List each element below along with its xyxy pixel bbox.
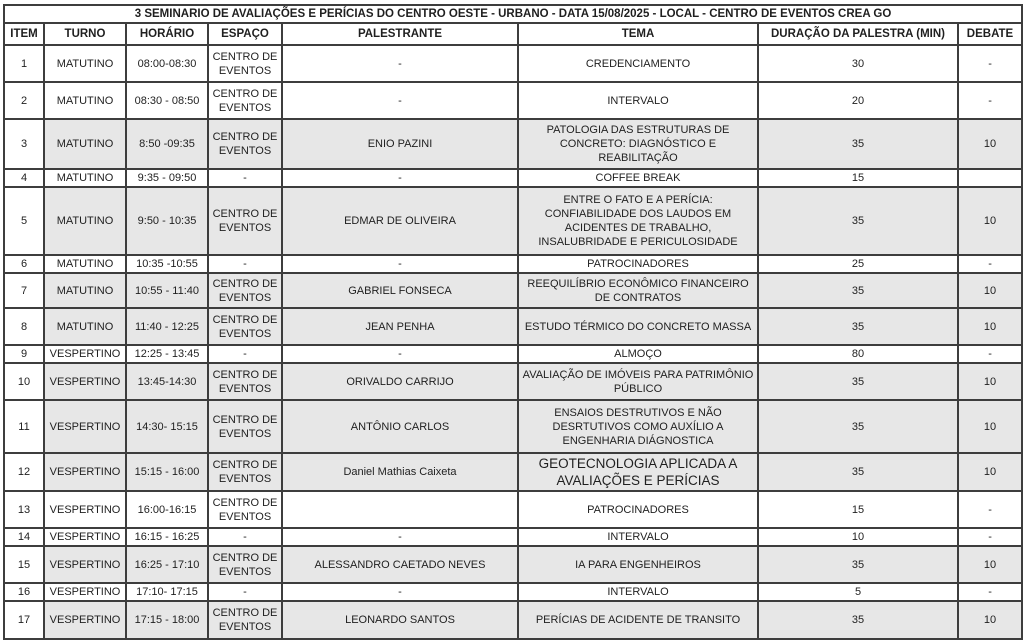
cell-palestrante: - [282,255,518,273]
cell-item: 7 [4,273,44,308]
cell-tema: INTERVALO [518,583,758,601]
cell-duracao: 35 [758,363,958,400]
cell-duracao: 5 [758,583,958,601]
cell-palestrante: - [282,45,518,82]
cell-tema: PATOLOGIA DAS ESTRUTURAS DE CONCRETO: DIAGNÓSTICO E REABILITAÇÃO [518,119,758,169]
cell-palestrante: - [282,82,518,119]
cell-horario: 12:25 - 13:45 [126,345,208,363]
cell-espaco: CENTRO DE EVENTOS [208,546,282,583]
cell-item: 14 [4,528,44,546]
cell-item: 4 [4,169,44,187]
table-row [4,345,1022,363]
cell-turno: MATUTINO [44,255,126,273]
cell-horario: 8:50 -09:35 [126,119,208,169]
cell-duracao: 35 [758,187,958,255]
column-header-tema: TEMA [518,23,758,45]
cell-espaco: CENTRO DE EVENTOS [208,363,282,400]
cell-horario: 15:15 - 16:00 [126,453,208,491]
cell-turno: VESPERTINO [44,491,126,528]
cell-espaco: CENTRO DE EVENTOS [208,45,282,82]
cell-turno: MATUTINO [44,187,126,255]
cell-espaco: CENTRO DE EVENTOS [208,82,282,119]
cell-tema: AVALIAÇÃO DE IMÓVEIS PARA PATRIMÔNIO PÚBLICO [518,363,758,400]
cell-palestrante: ALESSANDRO CAETADO NEVES [282,546,518,583]
cell-item: 9 [4,345,44,363]
column-header-palestrante: PALESTRANTE [282,23,518,45]
schedule-rows [4,45,1022,639]
cell-palestrante: EDMAR DE OLIVEIRA [282,187,518,255]
cell-debate: 10 [958,453,1022,491]
cell-debate: - [958,255,1022,273]
title-row [4,5,1022,23]
cell-item: 16 [4,583,44,601]
cell-debate: 10 [958,308,1022,345]
cell-horario: 08:00-08:30 [126,45,208,82]
cell-tema: GEOTECNOLOGIA APLICADA A AVALIAÇÕES E PERÍCIAS [518,453,758,491]
cell-tema: ENSAIOS DESTRUTIVOS E NÃO DESRTUTIVOS COMO AUXÍLIO A ENGENHARIA DIÁGNOSTICA [518,400,758,453]
cell-turno: VESPERTINO [44,400,126,453]
cell-turno: VESPERTINO [44,601,126,639]
cell-debate: - [958,491,1022,528]
cell-item: 6 [4,255,44,273]
cell-tema: PATROCINADORES [518,491,758,528]
cell-turno: MATUTINO [44,169,126,187]
cell-espaco: CENTRO DE EVENTOS [208,400,282,453]
cell-horario: 17:15 - 18:00 [126,601,208,639]
cell-duracao: 20 [758,82,958,119]
table-row [4,273,1022,308]
cell-duracao: 35 [758,308,958,345]
table-row [4,491,1022,528]
cell-horario: 9:35 - 09:50 [126,169,208,187]
cell-palestrante: GABRIEL FONSECA [282,273,518,308]
cell-debate: 10 [958,187,1022,255]
cell-debate: - [958,45,1022,82]
cell-item: 10 [4,363,44,400]
cell-turno: MATUTINO [44,119,126,169]
column-header-espaco: ESPAÇO [208,23,282,45]
cell-debate: 10 [958,119,1022,169]
cell-item: 17 [4,601,44,639]
cell-palestrante: ANTÔNIO CARLOS [282,400,518,453]
cell-espaco: - [208,583,282,601]
cell-duracao: 35 [758,119,958,169]
cell-debate: - [958,82,1022,119]
cell-tema: PERÍCIAS DE ACIDENTE DE TRANSITO [518,601,758,639]
cell-horario: 13:45-14:30 [126,363,208,400]
cell-item: 11 [4,400,44,453]
cell-espaco: CENTRO DE EVENTOS [208,308,282,345]
header-row [4,23,1022,45]
table-row [4,363,1022,400]
cell-tema: CREDENCIAMENTO [518,45,758,82]
cell-espaco: CENTRO DE EVENTOS [208,273,282,308]
cell-duracao: 35 [758,546,958,583]
cell-turno: VESPERTINO [44,453,126,491]
cell-palestrante: - [282,528,518,546]
column-header-turno: TURNO [44,23,126,45]
table-row [4,453,1022,491]
cell-espaco: CENTRO DE EVENTOS [208,453,282,491]
cell-debate: - [958,345,1022,363]
cell-turno: VESPERTINO [44,546,126,583]
cell-espaco: - [208,169,282,187]
table-row [4,528,1022,546]
table-row [4,187,1022,255]
cell-debate: 10 [958,273,1022,308]
cell-tema: COFFEE BREAK [518,169,758,187]
table-row [4,169,1022,187]
cell-debate [958,169,1022,187]
cell-horario: 14:30- 15:15 [126,400,208,453]
cell-horario: 16:25 - 17:10 [126,546,208,583]
cell-horario: 16:15 - 16:25 [126,528,208,546]
table-row [4,601,1022,639]
column-header-item: ITEM [4,23,44,45]
cell-duracao: 35 [758,273,958,308]
table-row [4,45,1022,82]
cell-turno: VESPERTINO [44,345,126,363]
column-header-horario: HORÁRIO [126,23,208,45]
page-title: 3 SEMINARIO DE AVALIAÇÕES E PERÍCIAS DO CENTRO OESTE - URBANO - DATA 15/08/2025 - LOCAL - CENTRO DE EVENTOS CREA GO [4,5,1022,23]
cell-duracao: 35 [758,601,958,639]
cell-horario: 11:40 - 12:25 [126,308,208,345]
cell-tema: INTERVALO [518,528,758,546]
cell-item: 12 [4,453,44,491]
cell-item: 5 [4,187,44,255]
cell-palestrante: LEONARDO SANTOS [282,601,518,639]
schedule-table [3,4,1023,640]
cell-horario: 10:35 -10:55 [126,255,208,273]
cell-espaco: CENTRO DE EVENTOS [208,119,282,169]
cell-espaco: CENTRO DE EVENTOS [208,601,282,639]
table-row [4,119,1022,169]
table-row [4,82,1022,119]
cell-item: 15 [4,546,44,583]
cell-debate: - [958,528,1022,546]
cell-debate: 10 [958,601,1022,639]
table-row [4,308,1022,345]
cell-duracao: 15 [758,491,958,528]
cell-tema: PATROCINADORES [518,255,758,273]
cell-tema: REEQUILÍBRIO ECONÔMICO FINANCEIRO DE CONTRATOS [518,273,758,308]
cell-horario: 10:55 - 11:40 [126,273,208,308]
cell-duracao: 30 [758,45,958,82]
cell-duracao: 25 [758,255,958,273]
cell-turno: VESPERTINO [44,583,126,601]
cell-horario: 17:10- 17:15 [126,583,208,601]
cell-duracao: 15 [758,169,958,187]
cell-duracao: 10 [758,528,958,546]
cell-palestrante: - [282,345,518,363]
cell-palestrante: JEAN PENHA [282,308,518,345]
cell-turno: MATUTINO [44,82,126,119]
cell-espaco: - [208,255,282,273]
cell-item: 8 [4,308,44,345]
cell-duracao: 35 [758,400,958,453]
cell-duracao: 35 [758,453,958,491]
cell-tema: IA PARA ENGENHEIROS [518,546,758,583]
table-row [4,400,1022,453]
column-header-duracao: DURAÇÃO DA PALESTRA (MIN) [758,23,958,45]
cell-tema: ESTUDO TÉRMICO DO CONCRETO MASSA [518,308,758,345]
cell-horario: 9:50 - 10:35 [126,187,208,255]
cell-tema: INTERVALO [518,82,758,119]
cell-turno: VESPERTINO [44,528,126,546]
cell-tema: ENTRE O FATO E A PERÍCIA: CONFIABILIDADE DOS LAUDOS EM ACIDENTES DE TRABALHO, INSALUBRIDADE E PERICULOSIDADE [518,187,758,255]
cell-palestrante [282,491,518,528]
cell-debate: 10 [958,363,1022,400]
cell-espaco: - [208,528,282,546]
table-row [4,583,1022,601]
cell-turno: MATUTINO [44,308,126,345]
cell-palestrante: - [282,583,518,601]
cell-espaco: CENTRO DE EVENTOS [208,491,282,528]
cell-item: 1 [4,45,44,82]
column-header-debate: DEBATE [958,23,1022,45]
cell-debate: 10 [958,546,1022,583]
cell-palestrante: ENIO PAZINI [282,119,518,169]
table-row [4,546,1022,583]
cell-duracao: 80 [758,345,958,363]
cell-item: 2 [4,82,44,119]
cell-palestrante: ORIVALDO CARRIJO [282,363,518,400]
cell-debate: - [958,583,1022,601]
cell-horario: 08:30 - 08:50 [126,82,208,119]
cell-item: 3 [4,119,44,169]
cell-espaco: - [208,345,282,363]
cell-turno: VESPERTINO [44,363,126,400]
cell-palestrante: - [282,169,518,187]
cell-palestrante: Daniel Mathias Caixeta [282,453,518,491]
cell-turno: MATUTINO [44,273,126,308]
cell-espaco: CENTRO DE EVENTOS [208,187,282,255]
table-row [4,255,1022,273]
cell-debate: 10 [958,400,1022,453]
cell-item: 13 [4,491,44,528]
cell-tema: ALMOÇO [518,345,758,363]
cell-horario: 16:00-16:15 [126,491,208,528]
cell-turno: MATUTINO [44,45,126,82]
